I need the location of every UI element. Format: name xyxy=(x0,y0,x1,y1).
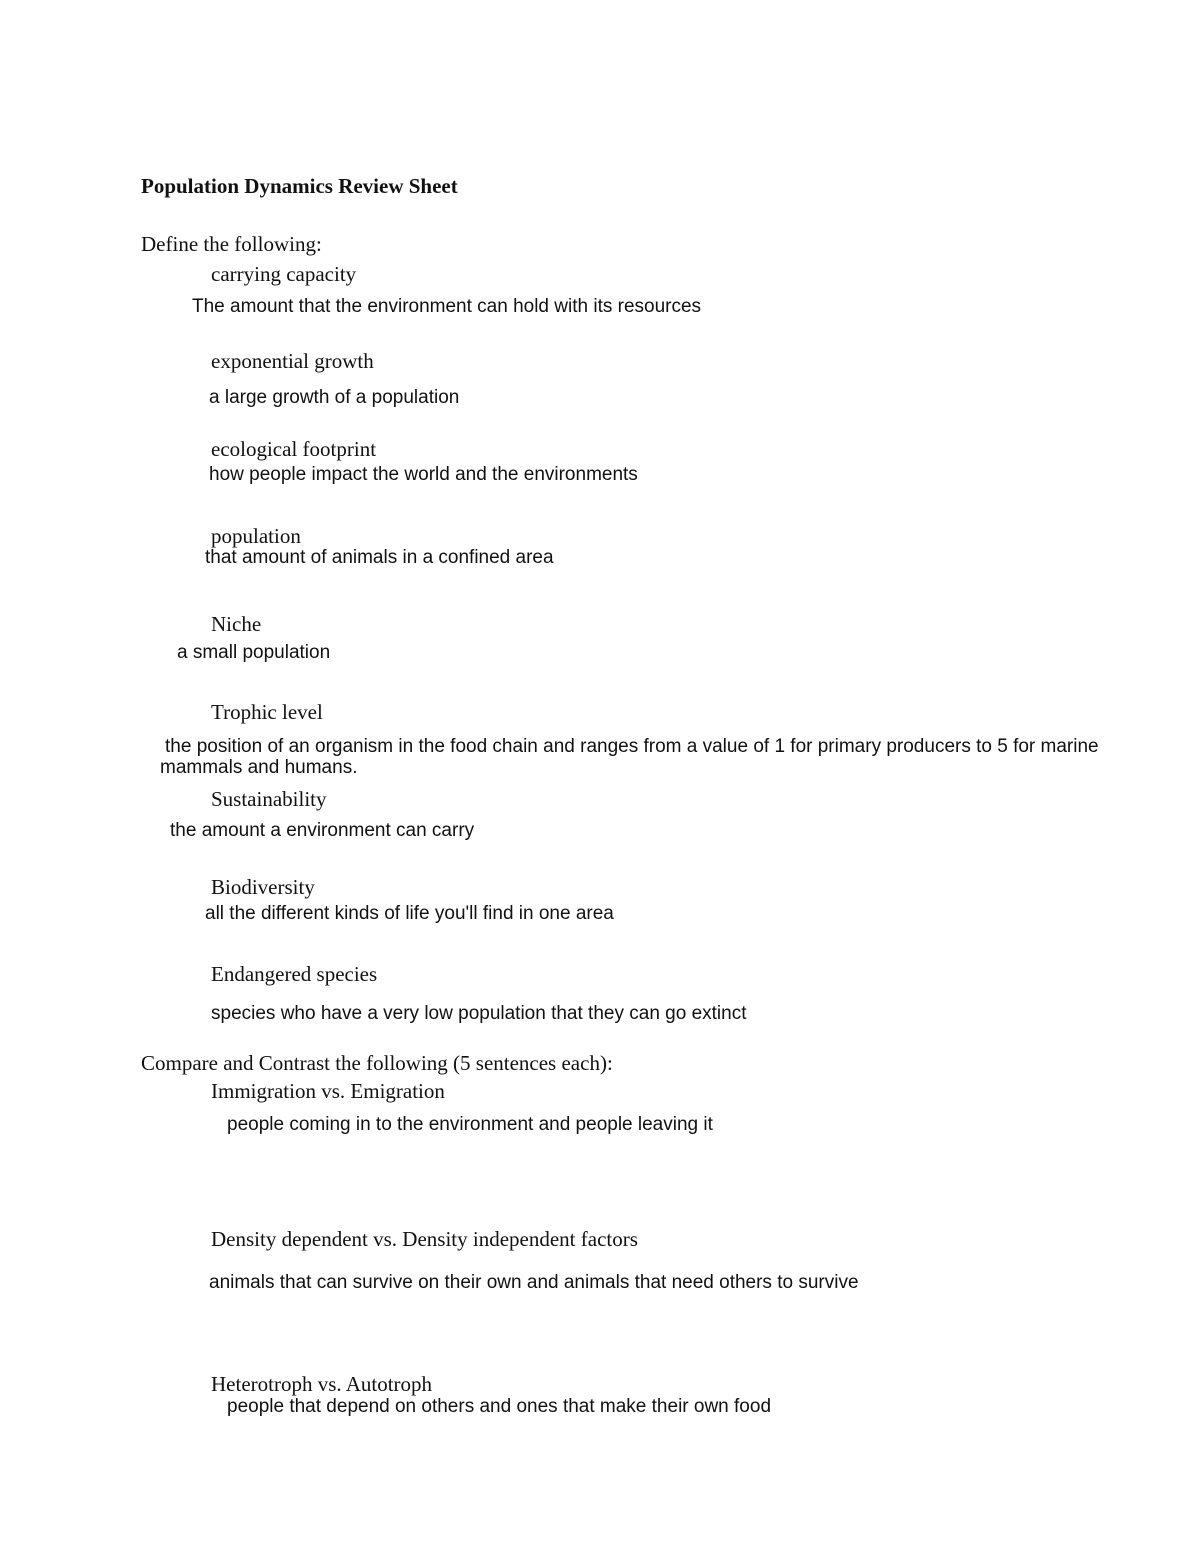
answer-sustainability: the amount a environment can carry xyxy=(170,820,475,841)
term-sustainability: Sustainability xyxy=(211,787,327,811)
term-heterotroph-autotroph: Heterotroph vs. Autotroph xyxy=(211,1372,433,1396)
answer-trophic-level: the position of an organism in the food chain and ranges from a value of 1 for primary producers to 5 for marine mammals and humans. xyxy=(160,736,1099,778)
compare-heading: Compare and Contrast the following (5 sentences each): xyxy=(141,1051,613,1075)
answer-population: that amount of animals in a confined area xyxy=(205,547,554,568)
answer-endangered-species: species who have a very low population that they can go extinct xyxy=(211,1003,747,1024)
define-heading: Define the following: xyxy=(141,232,322,256)
answer-exponential-growth: a large growth of a population xyxy=(209,387,460,408)
answer-niche: a small population xyxy=(177,642,331,663)
term-niche: Niche xyxy=(211,612,262,636)
answer-ecological-footprint: how people impact the world and the environments xyxy=(209,464,638,485)
answer-biodiversity: all the different kinds of life you'll find in one area xyxy=(205,903,614,924)
answer-carrying-capacity: The amount that the environment can hold with its resources xyxy=(192,296,702,317)
term-endangered-species: Endangered species xyxy=(211,962,378,986)
term-ecological-footprint: ecological footprint xyxy=(211,437,377,461)
term-immigration-emigration: Immigration vs. Emigration xyxy=(211,1079,445,1103)
answer-density-factors: animals that can survive on their own and animals that need others to survive xyxy=(209,1272,859,1293)
answer-immigration-emigration: people coming in to the environment and people leaving it xyxy=(227,1114,713,1135)
term-population: population xyxy=(211,524,301,548)
page-title: Population Dynamics Review Sheet xyxy=(141,174,458,198)
term-biodiversity: Biodiversity xyxy=(211,875,315,899)
answer-heterotroph-autotroph: people that depend on others and ones that make their own food xyxy=(227,1396,772,1417)
term-carrying-capacity: carrying capacity xyxy=(211,262,357,286)
term-trophic-level: Trophic level xyxy=(211,700,323,724)
term-density-factors: Density dependent vs. Density independent factors xyxy=(211,1227,638,1251)
term-exponential-growth: exponential growth xyxy=(211,349,374,373)
